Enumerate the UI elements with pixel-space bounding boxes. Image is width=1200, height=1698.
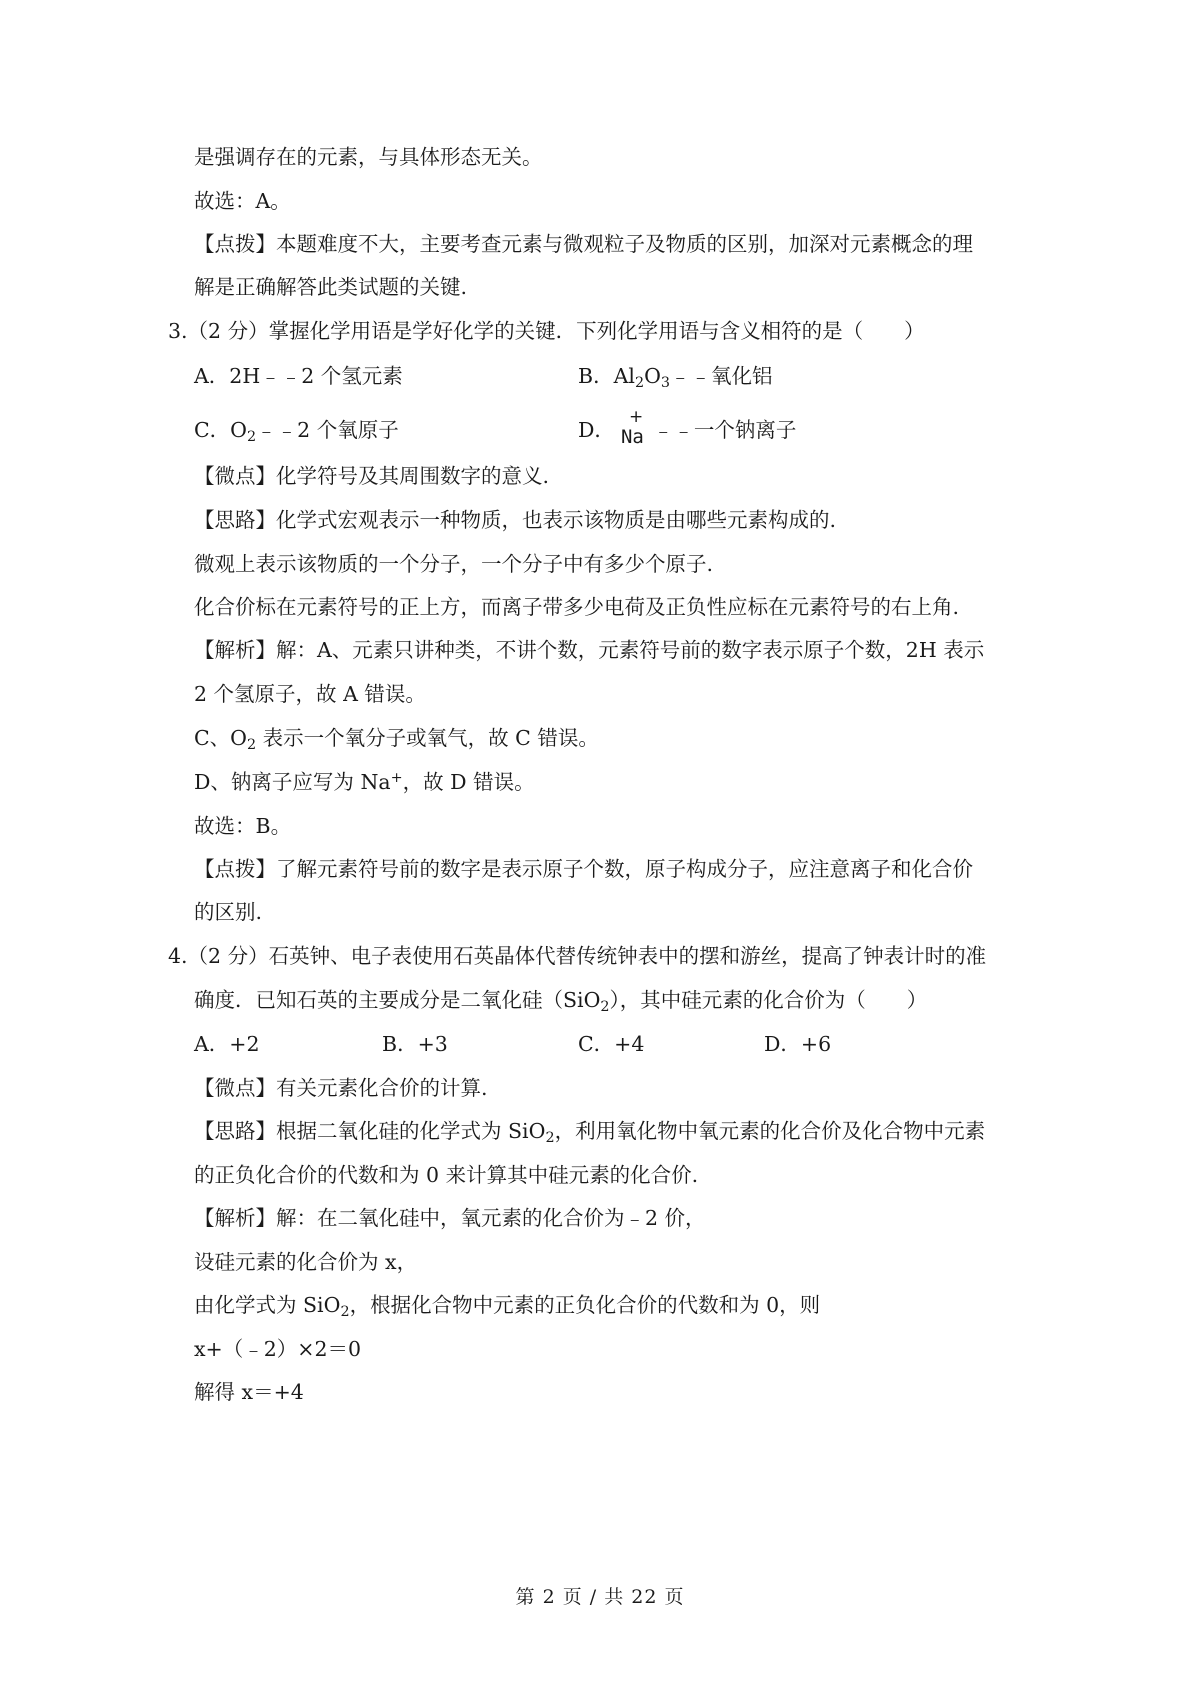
q4-option-c: C．+4	[578, 1032, 645, 1056]
equation-line: x+（﹣2）×2＝0	[194, 1337, 362, 1361]
q3-option-b: B．$Al_2O_3﹣﹣$氧化铝	[578, 364, 773, 391]
jiexi-line: 【解析】解：在二氧化硅中，氧元素的化合价为﹣2 价，	[194, 1206, 706, 1230]
weidian-line: 【微点】化学符号及其周围数字的意义.	[194, 464, 550, 488]
jiexi-line: 设硅元素的化合价为 x，	[194, 1250, 418, 1274]
silu-line: 【思路】根据二氧化硅的化学式为 SiO$_2$，利用氧化物中氧元素的化合价及化合物中元素	[194, 1119, 986, 1146]
q4-option-a: A．+2	[194, 1032, 260, 1056]
silu-line: 微观上表示该物质的一个分子，一个分子中有多少个原子.	[194, 552, 714, 576]
question-4-stem: 确度．已知石英的主要成分是二氧化硅（SiO$_2$），其中硅元素的化合价为（ ）	[194, 988, 928, 1015]
jiexi-line: C、$O_2$ 表示一个氧分子或氧气，故 C 错误。	[194, 726, 599, 753]
answer-line: 故选：B。	[194, 814, 292, 838]
q4-option-d: D．+6	[764, 1032, 832, 1056]
jiexi-line: 【解析】解：A、元素只讲种类，不讲个数，元素符号前的数字表示原子个数，2H 表示	[194, 638, 985, 662]
question-3-stem: 3.（2 分）掌握化学用语是学好化学的关键．下列化学用语与含义相符的是（ ）	[168, 319, 925, 343]
question-4-stem: 4.（2 分）石英钟、电子表使用石英晶体代替传统钟表中的摆和游丝，提高了钟表计时的准	[168, 944, 987, 968]
weidian-line: 【微点】有关元素化合价的计算.	[194, 1076, 488, 1100]
sodium-valence-symbol: + Na	[620, 407, 644, 448]
result-line: 解得 x＝+4	[194, 1380, 304, 1404]
page-footer: 第 2 页 / 共 22 页	[515, 1586, 685, 1608]
q3-option-a: A．2H﹣﹣2 个氢元素	[194, 364, 403, 388]
jiexi-line: D、钠离子应写为 Na+，故 D 错误。	[194, 770, 535, 794]
silu-line: 化合价标在元素符号的正上方，而离子带多少电荷及正负性应标在元素符号的右上角.	[194, 595, 960, 619]
text-line: 是强调存在的元素，与具体形态无关。	[194, 145, 543, 169]
dianbo-line: 解是正确解答此类试题的关键.	[194, 275, 468, 299]
jiexi-line: 由化学式为 SiO$_2$，根据化合物中元素的正负化合价的代数和为 0，则	[194, 1293, 821, 1320]
q3-option-d: D． + Na ﹣﹣一个钠离子	[578, 407, 797, 448]
dianbo-line: 【点拨】了解元素符号前的数字是表示原子个数，原子构成分子，应注意离子和化合价	[194, 857, 973, 881]
dianbo-line: 【点拨】本题难度不大，主要考查元素与微观粒子及物质的区别，加深对元素概念的理	[194, 232, 973, 256]
dianbo-line: 的区别.	[194, 900, 263, 924]
jiexi-line: 2 个氢原子，故 A 错误。	[194, 682, 426, 706]
q4-option-b: B．+3	[382, 1032, 448, 1056]
silu-line: 【思路】化学式宏观表示一种物质，也表示该物质是由哪些元素构成的.	[194, 508, 837, 532]
answer-line: 故选：A。	[194, 189, 291, 213]
q3-option-c: C．$O_2﹣﹣2$ 个氧原子	[194, 418, 399, 445]
silu-line: 的正负化合价的代数和为 0 来计算其中硅元素的化合价.	[194, 1163, 699, 1187]
